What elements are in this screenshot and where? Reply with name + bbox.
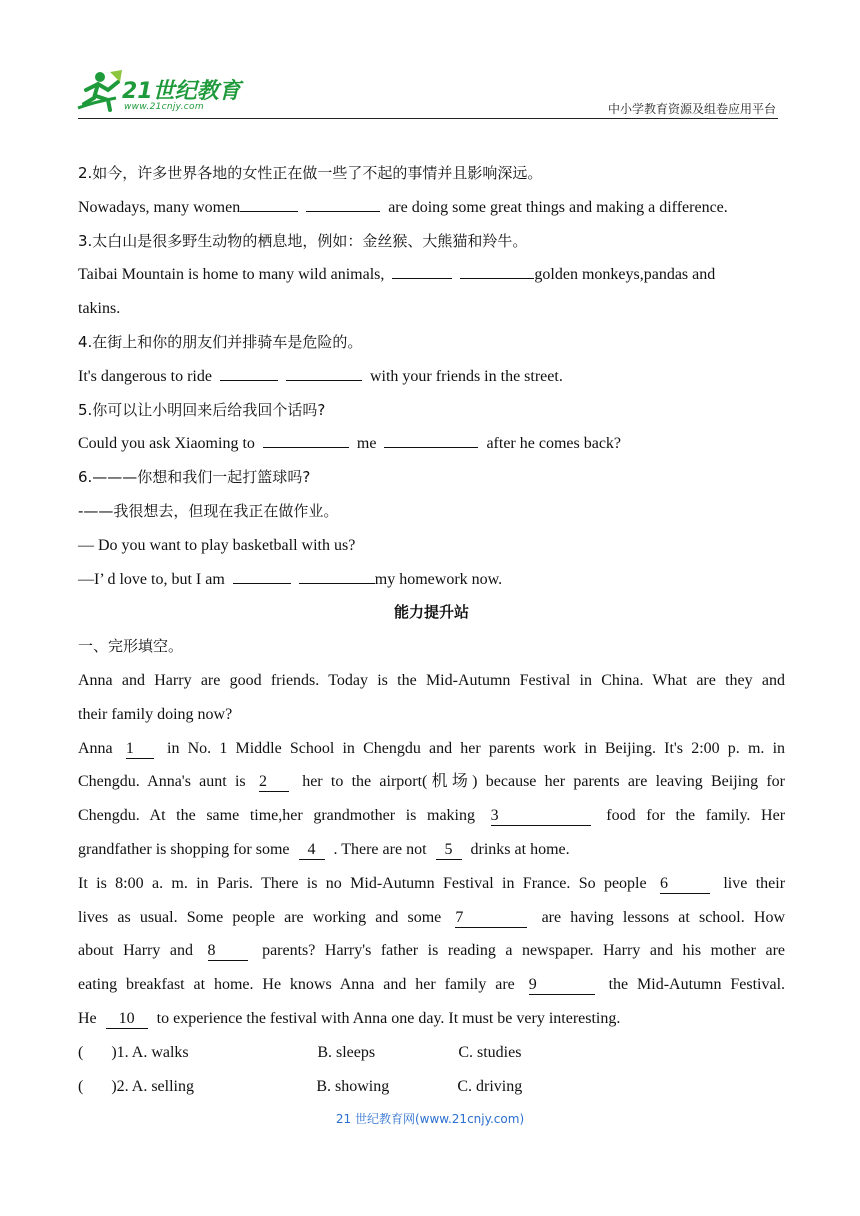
- text: Taibai Mountain is home to many wild animals,: [78, 266, 385, 284]
- option-c: C. driving: [457, 1077, 523, 1095]
- option-b: B. sleeps: [317, 1043, 376, 1061]
- text: —I’ d love to, but I am: [78, 570, 225, 588]
- option-b: B. showing: [316, 1077, 390, 1095]
- cloze-blank-9[interactable]: 9: [529, 976, 595, 995]
- answer-blank[interactable]: [233, 566, 291, 584]
- brand-url: www.21cnjy.com: [124, 102, 204, 112]
- cloze-p3-line5: [78, 1002, 785, 1036]
- answer-blank[interactable]: [263, 430, 349, 448]
- text: golden monkeys,pandas and: [534, 266, 716, 284]
- cloze-p2-line4: [78, 833, 785, 867]
- text: the Mid-Autumn Festival.: [608, 976, 786, 994]
- text: food for the family. Her: [606, 807, 786, 825]
- cloze-p2-line2: [78, 765, 785, 799]
- section-title: 能力提升站: [393, 603, 469, 622]
- q2-english: [78, 191, 785, 225]
- text: It is 8:00 a. m. in Paris. There is no Mid-Autumn Festival in France. So people: [78, 874, 647, 892]
- cloze-blank-7[interactable]: 7: [455, 909, 527, 928]
- option-row-2: [78, 1070, 785, 1104]
- text: It's dangerous to ride: [78, 367, 212, 385]
- option-c: C. studies: [458, 1043, 522, 1061]
- text: my homework now.: [374, 570, 503, 588]
- text: Chengdu. Anna's aunt is: [78, 773, 246, 791]
- text: live their: [723, 874, 786, 892]
- option-row-1: [78, 1036, 785, 1070]
- q3-chinese: 3.太白山是很多野生动物的栖息地，例如：金丝猴、大熊猫和羚牛。: [78, 231, 528, 250]
- answer-blank[interactable]: [240, 194, 298, 212]
- cloze-p3-line4: [78, 968, 785, 1002]
- text: about Harry and: [78, 942, 193, 960]
- cloze-blank-10[interactable]: 10: [106, 1010, 148, 1029]
- q5-english: [78, 427, 785, 461]
- platform-label: 中小学教育资源及组卷应用平台: [607, 102, 776, 116]
- page-footer: 21 世纪教育网(www.21cnjy.com): [335, 1112, 525, 1126]
- header-divider: [78, 118, 778, 119]
- text: Nowadays, many women: [78, 198, 241, 216]
- text: . There are not: [333, 840, 427, 858]
- text: after he comes back?: [486, 435, 622, 453]
- text: eating breakfast at home. He knows Anna and her family are: [78, 976, 515, 994]
- answer-blank[interactable]: [460, 261, 534, 279]
- answer-blank[interactable]: [299, 566, 375, 584]
- q3-english: [78, 258, 785, 292]
- cloze-blank-2[interactable]: 2: [259, 773, 289, 792]
- cloze-p2-line1: [78, 732, 785, 766]
- answer-blank[interactable]: [306, 194, 380, 212]
- cloze-p1-line1: Anna and Harry are good friends. Today is the Mid-Autumn Festival in China. What are they and: [78, 671, 785, 689]
- cloze-blank-8[interactable]: 8: [208, 942, 248, 961]
- answer-blank[interactable]: [384, 430, 478, 448]
- q4-chinese: 4.在街上和你的朋友们并排骑车是危险的。: [78, 332, 363, 351]
- answer-paren-open[interactable]: (: [78, 1077, 84, 1095]
- q6-english-2: [78, 563, 785, 597]
- text: me: [356, 435, 377, 453]
- text: Chengdu. At the same time,her grandmother is making: [78, 807, 475, 825]
- q5-chinese: 5.你可以让小明回来后给我回个话吗?: [78, 400, 326, 419]
- cloze-blank-6[interactable]: 6: [660, 875, 710, 894]
- cloze-p1-line2: their family doing now?: [78, 705, 233, 723]
- text: lives as usual. Some people are working and some: [78, 908, 442, 926]
- cloze-blank-1[interactable]: 1: [126, 740, 154, 759]
- text: Could you ask Xiaoming to: [78, 435, 255, 453]
- q2-chinese: 2.如今，许多世界各地的女性正在做一些了不起的事情并且影响深远。: [78, 164, 543, 182]
- answer-blank[interactable]: [220, 363, 278, 381]
- content: [78, 157, 785, 1103]
- text: are doing some great things and making a difference.: [388, 198, 728, 216]
- answer-blank[interactable]: [286, 363, 362, 381]
- q4-english: [78, 360, 785, 394]
- brand-name: 21世纪教育: [122, 79, 241, 104]
- cloze-blank-3[interactable]: 3: [491, 807, 591, 826]
- q3-english-cont: takins.: [78, 300, 121, 318]
- cloze-p3-line3: [78, 934, 785, 968]
- text: He: [78, 1009, 97, 1027]
- cloze-p2-line3: [78, 799, 785, 833]
- text: Anna: [78, 739, 113, 757]
- text: her to the airport(机场) because her parents are leaving Beijing for: [302, 773, 786, 791]
- option-a: )2. A. selling: [111, 1077, 194, 1095]
- cloze-blank-5[interactable]: 5: [436, 841, 462, 860]
- q6-english-1: — Do you want to play basketball with us?: [78, 536, 356, 554]
- cloze-p3-line2: [78, 901, 785, 935]
- text: are having lessons at school. How: [541, 908, 785, 926]
- text: in No. 1 Middle School in Chengdu and her parents work in Beijing. It's 2:00 p. m. in: [167, 739, 786, 757]
- cloze-heading: 一、完形填空。: [78, 637, 184, 656]
- text: parents? Harry's father is reading a newspaper. Harry and his mother are: [262, 942, 786, 960]
- cloze-p3-line1: [78, 867, 785, 901]
- page-header: [0, 0, 860, 125]
- cloze-blank-4[interactable]: 4: [299, 841, 325, 860]
- text: to experience the festival with Anna one day. It must be very interesting.: [156, 1009, 621, 1027]
- q6-chinese-2: -——我很想去，但现在我正在做作业。: [78, 501, 339, 520]
- text: grandfather is shopping for some: [78, 840, 290, 858]
- text: drinks at home.: [470, 840, 570, 858]
- text: with your friends in the street.: [369, 367, 563, 385]
- option-a: )1. A. walks: [111, 1043, 189, 1061]
- q6-chinese-1: 6.———你想和我们一起打篮球吗?: [78, 468, 311, 487]
- answer-blank[interactable]: [392, 261, 452, 279]
- answer-paren-open[interactable]: (: [78, 1043, 84, 1061]
